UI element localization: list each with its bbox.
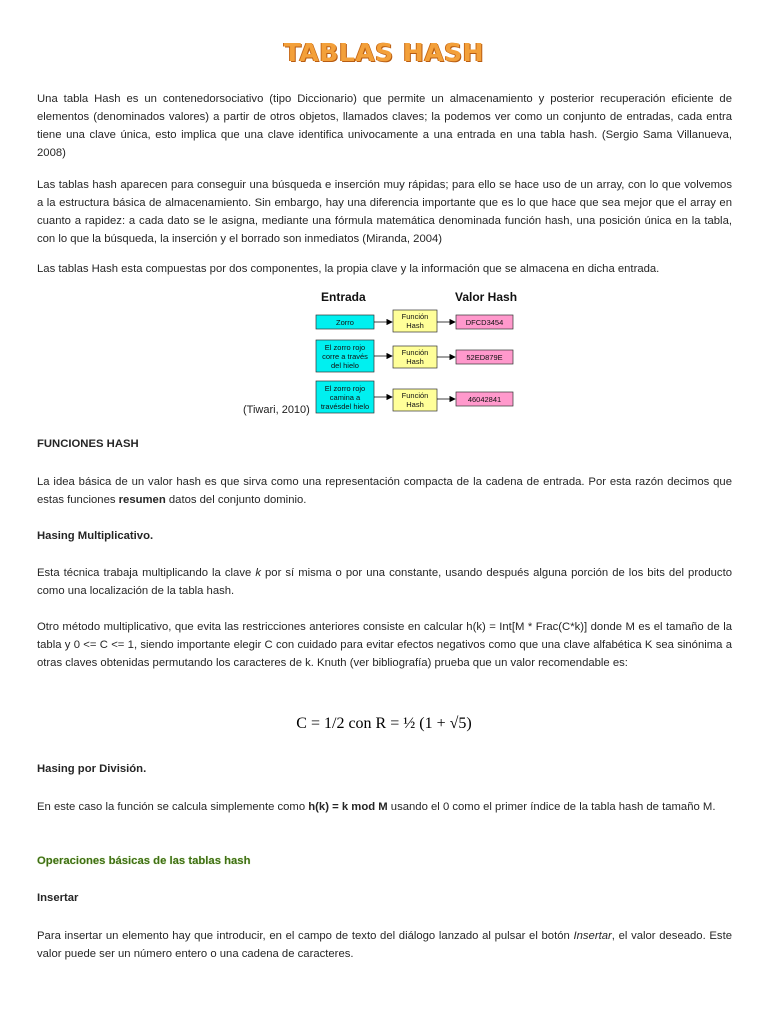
division-paragraph — [37, 798, 732, 816]
section-heading-insertar: Insertar — [37, 892, 79, 904]
division-text-1: En este caso la función se calcula simplemente como — [37, 801, 309, 813]
section-heading-operaciones: Operaciones básicas de las tablas hash — [37, 855, 251, 867]
section-heading-division: Hasing por División. — [37, 763, 147, 775]
insertar-text-1: Para insertar un elemento hay que introducir, en el campo de texto del diálogo lanzado al pulsar el botón — [37, 930, 574, 942]
division-text-2: usando el 0 como el primer índice de la tabla hash de tamaño M. — [387, 801, 716, 813]
input-label: Zorro — [336, 318, 354, 327]
division-bold: h(k) = k mod M — [308, 801, 388, 813]
multiplicativo-text-1: Esta técnica trabaja multiplicando la clave — [37, 567, 256, 579]
insertar-text-2: , el valor deseado. Este valor puede ser un número entero o una cadena de caracteres. — [37, 930, 732, 960]
intro-paragraph-3: Las tablas Hash esta compuestas por dos componentes, la propia clave y la información que se almacena en dicha entrada. — [37, 263, 660, 275]
function-label: Hash — [406, 400, 424, 409]
function-label: Función — [401, 348, 429, 357]
funciones-paragraph — [37, 473, 732, 509]
function-label: Hash — [406, 321, 424, 330]
page-title: TABLAS HASH — [283, 38, 485, 67]
input-label: El zorro rojo — [324, 343, 366, 352]
intro-paragraph-1: Una tabla Hash es un contenedorsociativo (tipo Diccionario) que permite un almacenamiento y posterior recuperación eficiente de elementos (denominados valores) a partir de otros objetos, llamados claves; la podemos ver como un conjunto de entradas, cada entra tiene una clave única, esto implica que una clave identifica univocamente a una entrada en una tabla hash. (Sergio Sama Villanueva, 2008) — [37, 93, 732, 159]
multiplicativo-text-2: por sí misma o por una constante, usando después alguna porción de los bits del producto como una localización de la tabla hash. — [37, 567, 732, 597]
input-label: El zorro rojo — [324, 384, 366, 393]
insertar-paragraph — [37, 927, 732, 963]
diagram-citation: (Tiwari, 2010) — [243, 404, 310, 416]
insertar-italic: Insertar — [573, 930, 612, 942]
input-label: camina a — [329, 393, 361, 402]
input-label: corre a través — [322, 352, 368, 361]
section-heading-funciones: FUNCIONES HASH — [37, 438, 139, 450]
section-heading-multiplicativo: Hasing Multiplicativo. — [37, 530, 154, 542]
diagram-header-input: Entrada — [321, 290, 366, 304]
output-label: 52ED879E — [466, 353, 503, 362]
multiplicativo-paragraph-2: Otro método multiplicativo, que evita las restricciones anteriores consiste en calcular h(k) = Int[M * Frac(C*k)] donde M es el tamaño de la tabla y 0 <= C <= 1, siendo importante elegir C con cuidado para evitar efectos negativos como que una clave alfabética K sea sinónima a otras claves obtenidas permutando los caracteres de k. Knuth (ver bibliografía) prueba que un valor recomendable es: — [37, 621, 732, 669]
function-label: Hash — [406, 357, 424, 366]
function-label: Función — [401, 391, 429, 400]
multiplicativo-paragraph-1 — [37, 564, 732, 600]
diagram-header-output: Valor Hash — [455, 290, 518, 304]
funciones-text-2: datos del conjunto dominio. — [165, 494, 307, 506]
funciones-text-1: La idea básica de un valor hash es que sirva como una representación compacta de la cadena de entrada. Por esta razón decimos que estas funciones — [37, 476, 732, 506]
multiplicativo-italic: k — [255, 567, 261, 579]
funciones-bold: resumen — [118, 494, 166, 506]
function-label: Función — [401, 312, 429, 321]
output-label: DFCD3454 — [465, 318, 504, 327]
formula: C = 1/2 con R = ½ (1 + √5) — [296, 715, 472, 732]
output-label: 46042841 — [467, 395, 502, 404]
input-label: travésdel hielo — [320, 402, 370, 411]
input-label: del hielo — [331, 361, 359, 370]
intro-paragraph-2: Las tablas hash aparecen para conseguir una búsqueda e inserción muy rápidas; para ello se hace uso de un array, con lo que volvemos a la estructura básica de almacenamiento. Sin embargo, hay una diferencia importante que es lo que hace que sea mejor que el array en cuanto a rapidez: a cada dato se le asigna, mediante una fórmula matemática denominada función hash, una posición única en la tabla, con lo que la búsqueda, la inserción y el borrado son inmediatos (Miranda, 2004) — [37, 179, 732, 245]
